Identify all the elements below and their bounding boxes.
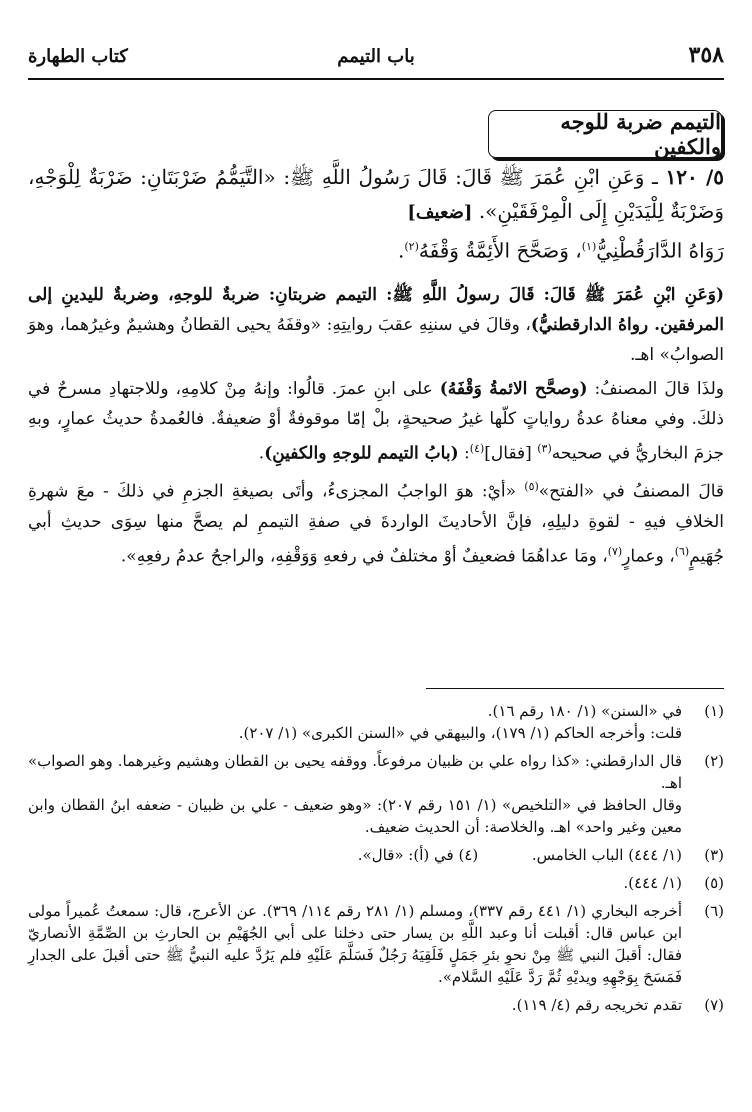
footnote-text: أخرجه البخاري (١/ ٤٤١ رقم ٣٣٧)، ومسلم (١/ ٢٨١ رقم ١١٤/ ٣٦٩). عن الأعرج، قال: سمعتُ عُميراً مولى ابن عباس قال: أقبلت أنا وعبد اللَّهِ بن يسار حتى دخلنا على أبي الجُهَيْمِ بن الحارثِ بن الصِّمَّةِ الأنصاريّ فقال: أقبلَ النبي ﷺ مِنْ نحوِ بئرِ جَمَلٍ فَلَقِيَهُ رَجُلٌ فَسَلَّمَ عَلَيْهِ فلم يَرُدَّ عليه النبيُّ ﷺ حتى أقبلَ على الجدارِ فَمَسَحَ بِوَجْهِهِ ويديْهِ ثُمَّ رَدَّ عَلَيْهِ السَّلام». bbox=[28, 902, 682, 986]
commentary-quote-1: (وَعَنِ ابْنِ عُمَرَ ﷺ قَالَ: قَالَ رسولُ اللَّهِ ﷺ: التيمم ضربتانِ: ضربةٌ للوجهِ، وضربةٌ لليدينِ إلى المرفقين. رواهُ الدارقطنيُّ) bbox=[28, 284, 724, 335]
commentary-text-2a: ولذَا قالَ المصنفُ: bbox=[594, 378, 724, 399]
commentary-text-2c: [فقال] bbox=[484, 443, 532, 464]
commentary-paragraph-3 bbox=[28, 472, 724, 571]
footnote-label: (٧) bbox=[704, 996, 724, 1014]
narration-end: . bbox=[397, 238, 405, 263]
footnote-text: في «السنن» (١/ ١٨٠ رقم ١٦). bbox=[487, 702, 682, 720]
commentary-paragraph-1 bbox=[28, 280, 724, 370]
commentary-text-2e: . bbox=[258, 443, 265, 464]
footnote-ref-5: (٥) bbox=[524, 480, 539, 494]
page-number: ٣٥٨ bbox=[688, 42, 724, 68]
footnotes bbox=[28, 700, 724, 1022]
commentary-text-2b: على ابنِ عمرَ. قالُوا: وإنهُ مِنْ كلامِهِ، وللاجتهادِ مسرحٌ في ذلكَ. وفي معناهُ عدةُ رواياتٍ كلّها غيرُ صحيحةٍ، بلْ إمّا موقوفةٌ أوْ ضعيفةٌ. فالعُمدةُ حديثُ عمارٍ، وبهِ جزمَ البخاريُّ في صحيحه bbox=[28, 378, 724, 464]
main-text bbox=[28, 160, 724, 572]
commentary-text-3d: ، ومَا عداهُمَا فضعيفٌ أوْ مختلفٌ في رفعهِ وَوَقْفِهِ، والراجحُ عدمُ رفعِهِ». bbox=[120, 546, 608, 567]
hadith-text: ـ وَعَنِ ابْنِ عُمَرَ ﷺ قَالَ: قَالَ رَسُولُ اللَّهِ ﷺ: «التَّيَمُّمُ ضَرْبَتَانِ: ضَرْبَةٌ لِلْوَجْهِ، وَضَرْبَةٌ لِلْيَدَيْنِ إِلَى الْمِرْفَقَيْنِ». bbox=[28, 165, 724, 223]
narration-a: رَوَاهُ الدَّارَقُطْنِيُّ bbox=[596, 238, 724, 263]
footnote-text: قال الدارقطني: «كذا رواه علي بن ظبيان مرفوعاً. ووقفه يحيى بن القطان وهشيم وغيرهما. وهو الصواب» اهـ. bbox=[28, 752, 682, 792]
hadith-grade: [ضعيف] bbox=[407, 202, 473, 223]
page-header bbox=[28, 40, 724, 88]
commentary-quote-2: (وصحَّح الائمةُ وَقْفَهُ) bbox=[439, 378, 588, 399]
commentary-text-3b: «أيْ: هوَ الواجبُ المجزىءُ، وأتَى بصيغةِ الجزمِ في ذلكَ - معَ شهرةِ الخلافِ فيهِ - لقوةِ دليلِهِ، فإنَّ الأحاديثَ الواردةَ في صفةِ التيممِ لم يصحَّ منها سِوَى حديثِ أبي جُهَيمٍ bbox=[28, 481, 724, 567]
footnote-2 bbox=[28, 750, 724, 838]
hadith-paragraph bbox=[28, 160, 724, 230]
hadith-number: ٥/ ١٢٠ bbox=[665, 165, 724, 189]
footnote-3-4 bbox=[28, 844, 724, 866]
commentary-text-1: ، وقالَ في سننِهِ عقبَ روايتِهِ: «وقفَهُ يحيى القطانُ وهشيمٌ وغيرُهما، وهوَ الصوابُ» اهـ. bbox=[28, 314, 724, 365]
footnote-label: (٣) bbox=[704, 846, 724, 864]
section-title: باب التيمم bbox=[337, 46, 415, 67]
narration-b: ، وَصَحَّحَ الأَئِمَّةُ وَقْفَهُ bbox=[418, 238, 582, 263]
footnote-ref-4: (٤) bbox=[469, 441, 485, 455]
footnote-6 bbox=[28, 900, 724, 988]
commentary-text-2d: : bbox=[464, 443, 470, 464]
footnote-text: وقال الحافظ في «التلخيص» (١/ ١٥١ رقم ٢٠٧): «وهو ضعيف - علي بن ظبيان - ضعفه ابنُ القطان وابن معين وغير واحد» اهـ. والخلاصة: أن الحديث ضعيف. bbox=[28, 796, 682, 836]
commentary-text-3a: قالَ المصنفُ في «الفتح» bbox=[538, 481, 725, 502]
footnote-7 bbox=[28, 994, 724, 1016]
footnote-ref-1: (١) bbox=[581, 240, 597, 253]
book-title: كتاب الطهارة bbox=[28, 46, 128, 67]
commentary-text-3c: ، وعمارٍ bbox=[622, 546, 675, 567]
footnote-label: (٥) bbox=[704, 874, 724, 892]
commentary-paragraph-2 bbox=[28, 374, 724, 469]
footnote-ref-3: (٣) bbox=[537, 441, 552, 455]
hadith-narration bbox=[28, 230, 724, 268]
footnote-label: (٦) bbox=[704, 902, 724, 920]
footnote-1 bbox=[28, 700, 724, 744]
chapter-heading: التيمم ضربة للوجه والكفين bbox=[560, 109, 721, 159]
header-rule bbox=[28, 78, 724, 80]
footnote-text: في (أ): «قال». bbox=[357, 846, 454, 864]
footnote-5 bbox=[28, 872, 724, 894]
footnote-ref-7: (٧) bbox=[607, 544, 623, 558]
footnote-label: (٢) bbox=[704, 752, 724, 770]
chapter-heading-box bbox=[488, 110, 722, 158]
footnote-divider bbox=[426, 688, 724, 689]
footnote-label: (١) bbox=[704, 702, 724, 720]
footnote-text: (١/ ٤٤٤). bbox=[623, 874, 682, 892]
footnote-text: تقدم تخريجه رقم (٤/ ١١٩). bbox=[511, 996, 682, 1014]
commentary-quote-3: (بابُ التيمم للوجهِ والكفينِ) bbox=[264, 443, 459, 464]
footnote-ref-6: (٦) bbox=[674, 544, 690, 558]
footnote-label: (٤) bbox=[458, 846, 479, 864]
footnote-text: قلت: وأخرجه الحاكم (١/ ١٧٩)، والبيهقي في «السنن الكبرى» (١/ ٢٠٧). bbox=[238, 724, 682, 742]
footnote-text: (١/ ٤٤٤) الباب الخامس. bbox=[531, 846, 682, 864]
footnote-ref-2: (٢) bbox=[404, 240, 419, 253]
